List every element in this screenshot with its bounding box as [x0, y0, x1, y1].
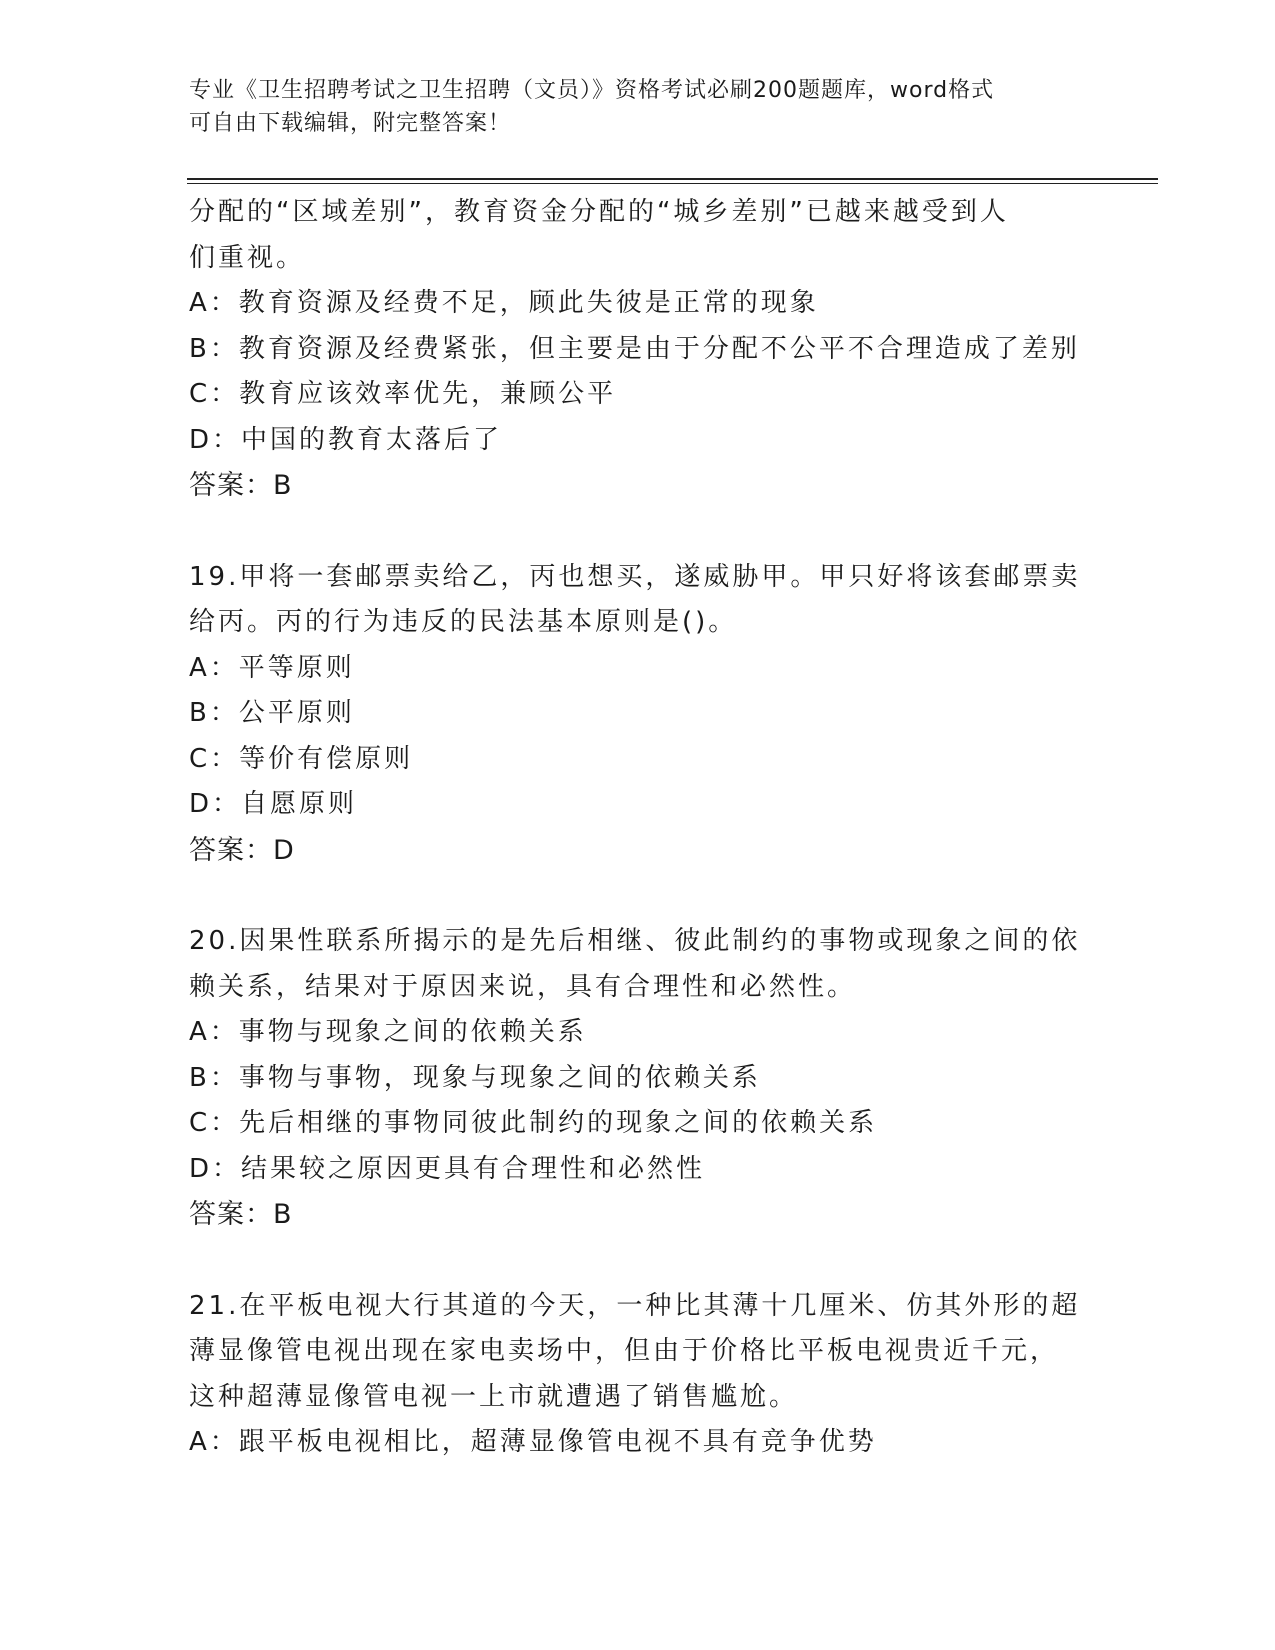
option-b: B：教育资源及经费紧张，但主要是由于分配不公平不合理造成了差别: [189, 333, 1080, 364]
question-stem-line: 薄显像管电视出现在家电卖场中，但由于价格比平板电视贵近千元，: [189, 1336, 1060, 1366]
option-d: D：自愿原则: [189, 789, 358, 819]
document-body: [189, 190, 1089, 1466]
option-d: D：结果较之原因更具有合理性和必然性: [189, 1153, 706, 1184]
option-a: A：教育资源及经费不足，顾此失彼是正常的现象: [189, 288, 819, 318]
option-b: B：事物与事物，现象与现象之间的依赖关系: [189, 1062, 761, 1093]
header-line-1: 专业《卫生招聘考试之卫生招聘（文员）》资格考试必刷200题题库，word格式: [189, 78, 995, 103]
answer-label: 答案：B: [189, 1199, 293, 1230]
question-stem-line: 们重视。: [189, 242, 306, 273]
option-a: A：平等原则: [189, 652, 355, 683]
option-c: C：先后相继的事物同彼此制约的现象之间的依赖关系: [189, 1108, 878, 1138]
option-a: A：跟平板电视相比，超薄显像管电视不具有竞争优势: [189, 1427, 877, 1457]
answer-label: 答案：D: [189, 834, 295, 866]
answer-label: 答案：B: [189, 470, 293, 501]
header-divider-thin: [187, 183, 1158, 184]
question-spacer: [189, 1238, 1089, 1284]
question-19: [189, 555, 1089, 874]
question-stem-line: 这种超薄显像管电视一上市就遭遇了销售尴尬。: [189, 1381, 799, 1412]
question-spacer: [189, 873, 1089, 919]
option-c: C：教育应该效率优先，兼顾公平: [189, 379, 617, 409]
header-line-2: 可自由下载编辑，附完整答案！: [189, 111, 512, 136]
header-divider-thick: [187, 178, 1158, 180]
question-stem-line: 给丙。丙的行为违反的民法基本原则是()。: [189, 607, 738, 637]
option-b: B：公平原则: [189, 698, 355, 728]
option-c: C：等价有偿原则: [189, 743, 414, 774]
question-20: [189, 919, 1089, 1238]
question-18: [189, 190, 1089, 509]
question-spacer: [189, 509, 1089, 555]
option-a: A：事物与现象之间的依赖关系: [189, 1017, 587, 1047]
question-stem-line: 21.在平板电视大行其道的今天，一种比其薄十几厘米、仿其外形的超: [189, 1290, 1081, 1321]
option-d: D：中国的教育太落后了: [189, 424, 503, 455]
question-stem-line: 分配的“区域差别”，教育资金分配的“城乡差别”已越来越受到人: [189, 197, 1009, 227]
question-stem-line: 19.甲将一套邮票卖给乙，丙也想买，遂威胁甲。甲只好将该套邮票卖: [189, 561, 1081, 592]
page-header: [189, 74, 1089, 140]
question-21: [189, 1284, 1089, 1466]
question-stem-line: 赖关系，结果对于原因来说，具有合理性和必然性。: [189, 971, 857, 1002]
question-stem-line: 20.因果性联系所揭示的是先后相继、彼此制约的事物或现象之间的依: [189, 926, 1081, 956]
